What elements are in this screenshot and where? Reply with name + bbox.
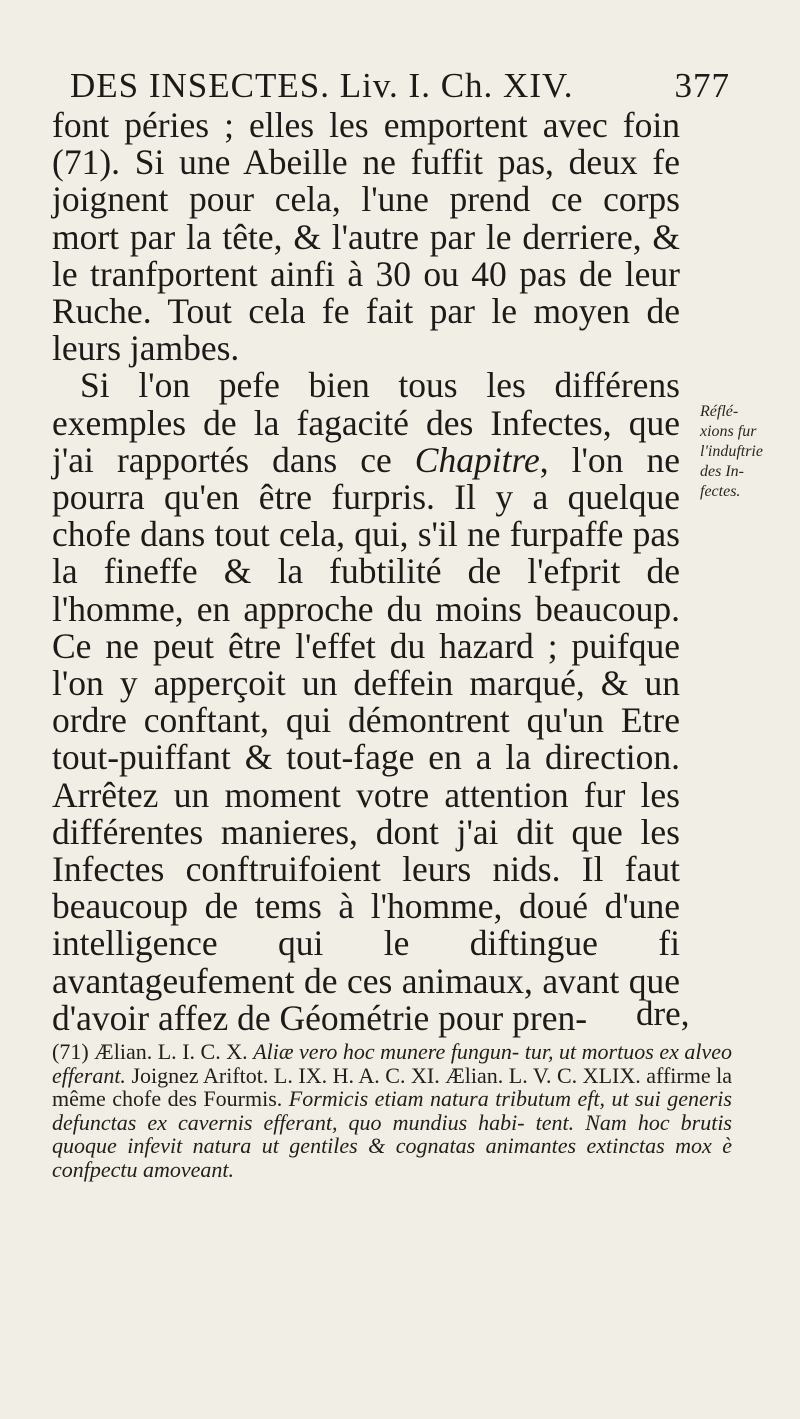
footnote-latin-2: Formicis etiam natura tributum eft, ut sui generis defunctas ex cavernis efferant, quo mundius habi- tent. Nam hoc brutis quoque infevit natura ut gentiles & cognatas animantes extinctas mox è confpectu amoveant. — [52, 1086, 732, 1182]
paragraph-2 — [52, 367, 680, 1037]
margin-note-line: xions fur — [700, 423, 757, 440]
footnote-ref: (71) Ælian. L. I. C. X. — [52, 1039, 248, 1064]
footnote-latin-1: Aliæ vero hoc munere fungun- tur, ut mortuos ex alveo efferant. — [52, 1039, 733, 1088]
margin-note — [700, 402, 800, 502]
paragraph-2-rest: , l'on ne pourra qu'en être furpris. Il y a quelque chofe dans tout cela, qui, s'il ne furpaffe pas la fineffe & la fubtilité de l'efprit de l'homme, en approche du moins beaucoup. Ce ne peut être l'effet du hazard ; puifque l'on y apperçoit un deffein marqué, & un ordre conftant, qui démontrent qu'un Etre tout-puiffant & tout-fage en a la direction. Arrêtez un moment votre attention fur les différentes manieres, dont j'ai dit que les Infectes conftruifoient leurs nids. Il faut beaucoup de tems à l'homme, doué d'une intelligence qui le diftingue fi avantageufement de ces animaux, avant que d'avoir affez de Géométrie pour pren- — [52, 439, 680, 1038]
running-title: DES INSECTES. Liv. I. Ch. XIV. — [70, 66, 574, 105]
paragraph-2-start: Si l'on pefe bien tous les différens exemples de la fagacité des Infectes, que j'ai rapportés dans ce — [52, 365, 680, 480]
page-number: 377 — [674, 66, 730, 105]
margin-note-line: Réflé- — [700, 403, 739, 420]
margin-note-line: des In- — [700, 463, 744, 480]
footnote — [52, 1040, 732, 1181]
footnote-french: Joignez Ariftot. L. IX. H. A. C. XI. Ælian. L. V. C. XLIX. affirme la même chofe des Fourmis. — [52, 1062, 733, 1111]
main-text — [52, 107, 680, 1037]
chapitre-word: Chapitre — [414, 439, 540, 480]
margin-note-line: fectes. — [700, 483, 741, 500]
running-header — [70, 66, 730, 106]
paragraph-1: font péries ; elles les emportent avec foin (71). Si une Abeille ne fuffit pas, deux fe joignent pour cela, l'une prend ce corps mort par la tête, & l'autre par le derriere, & le tranfportent ainfi à 30 ou 40 pas de leur Ruche. Tout cela fe fait par le moyen de leurs jambes. — [52, 105, 680, 369]
catchword: dre, — [636, 994, 690, 1033]
margin-note-line: l'induftrie — [700, 443, 763, 460]
